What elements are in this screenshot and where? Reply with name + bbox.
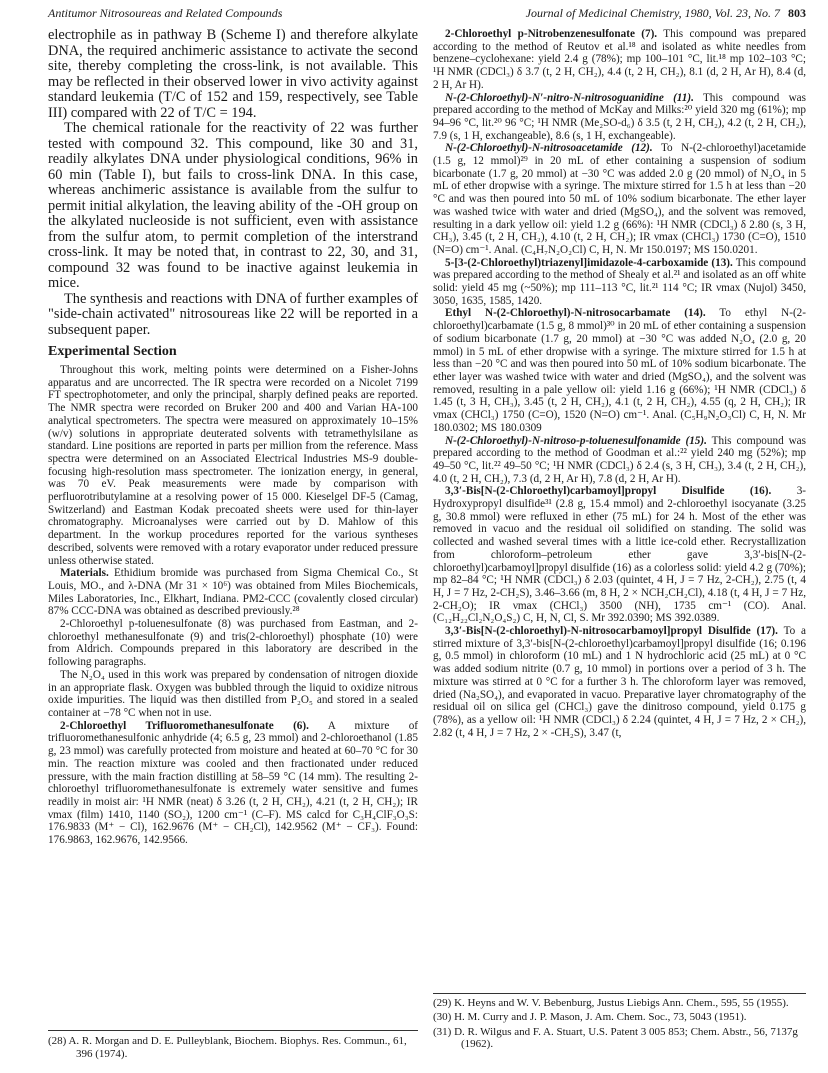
compound-6-heading: 2-Chloroethyl Trifluoromethanesulfonate (6). [60, 719, 309, 732]
compound-15-paragraph [433, 435, 806, 486]
footnotes-left [48, 1030, 418, 1062]
compound-11-text: This compound was prepared according to the method of McKay and Milks:²⁰ yield 320 mg (61%); mp 94–96 °C, lit.²⁰ 96 °C; ¹H NMR (Me₂SO-d₆) δ 3.5 (t, 2 H, CH₂), 4.2 (t, 2 H, CH₂), 7.9 (s, 1 H, exchangeable), 8.6 (s, 1 H, exchangeable). [433, 91, 806, 142]
footnote-31: (31) D. R. Wilgus and F. A. Stuart, U.S. Patent 3 005 853; Chem. Abstr., 56, 7137g (1962). [433, 1025, 798, 1050]
compound-13-text: This compound was prepared according to the method of Shealy et al.²¹ and isolated as an off white solid: yield 45 mg (~50%); mp 111–113 °C, lit.²¹ 114 °C; IR νmax (Nujol) 3450, 3050, 1635, 1585, 1420. [433, 256, 806, 307]
left-column [48, 28, 418, 847]
compound-14-paragraph [433, 307, 806, 434]
compound-16-heading: 3,3′-Bis[N-(2-Chloroethyl)carbamoyl]propyl Disulfide (16). [445, 485, 772, 498]
materials-text: Ethidium bromide was purchased from Sigma Chemical Co., St Louis, MO., and λ-DNA (Mr 31 × 10⁶) was obtained from Miles Biochemicals, Miles Laboratories, Inc., Elkhart, Indiana. PM2-CCC (covalently closed circular) 87% CCC-DNA was obtained as described previously.²⁸ [48, 567, 418, 618]
compound-7-heading: 2-Chloroethyl p-Nitrobenzenesulfonate (7). [445, 28, 658, 40]
footnote-29: (29) K. Heyns and W. V. Bebenburg, Justus Liebigs Ann. Chem., 595, 55 (1955). [433, 997, 789, 1009]
materials-paragraph [48, 567, 418, 618]
compound-16-text: 3-Hydroxypropyl disulfide³¹ (2.8 g, 15.4 mmol) and 2-chloroethyl isocyanate (3.25 g, 30.8 mmol) were refluxed in ether (75 mL) for 24 h. Most of the ether was removed in vacuo and the residual oil solidified on standing. The solid was collected and washed several times with a little ice-cold ether. Recrystallization from chloroform–petroleum ether gave 3,3′-bis[N-(2-chloroethyl)carbamoyl]propyl disulfide (16) as a colorless solid: yield 4.2 g (70%); mp 82–84 °C; ¹H NMR (CDCl₃) δ 2.03 (quintet, 4 H, J = 7 Hz, 2-CH₂), 2.75 (t, 4 H, J = 7 Hz, 2-CH₂S), 3.46–3.66 (m, 8 H, 2 × NCH₂CH₂Cl), 4.18 (t, 4 H, J = 7 Hz, 2-CH₂O); IR νmax (CHCl₃) 3500 (NH), 1735 cm⁻¹ (CO). Anal. (C₁₂H₂₂Cl₂N₂O₄S₂) C, H, N, Cl, S. Mr 392.0390; MS 392.0389. [433, 485, 807, 625]
compound-11-heading: N-(2-Chloroethyl)-N′-nitro-N-nitrosoguanidine (11). [445, 91, 694, 104]
section-heading: Experimental Section [48, 344, 177, 359]
experimental-paragraph: The N₂O₄ used in this work was prepared by condensation of nitrogen dioxide in an appropriate flask. Oxygen was bubbled through the liquid to oxidize nitrous oxide impurities. The liquid was then distilled from P₂O₅ and stored in a sealed container at −78 °C when not in use. [48, 668, 418, 719]
discussion-paragraph: electrophile as in pathway B (Scheme I) and therefore alkylate DNA, the required anchimeric assistance to activate the second site, thereby completing the cross-link, is not available. This may be reflected in their observed lower in vivo activity against standard leukemia (T/C of 152 and 159, respectively, see Table III) compared with 22 of T/C = 194. [48, 27, 418, 121]
compound-17-text: To a stirred mixture of 3,3′-bis[N-(2-chloroethyl)carbamoyl]propyl disulfide (16; 0.196 g, 0.5 mmol) in chloroform (10 mL) and 1 N hydrochloric acid (25 mL) at 0 °C was added sodium nitrite (0.7 g, 10 mmol) in portions over a period of 3 h. The mixture was stirred at 0 °C for a further 3 h. The chloroform layer was removed, dried (Na₂SO₄), and evaporated in vacuo. Preparative layer chromatography of the residual oil on silica gel (CHCl₃) gave the dinitroso compound, yield 0.175 g (78%), as a yellow oil: ¹H NMR (CDCl₃) δ 2.24 (quintet, 4 H, J = 7 Hz, 2 × CH₂), 2.82 (t, 4 H, J = 7 Hz, 2 × -CH₂S), 3.47 (t, [433, 625, 806, 739]
compound-11-paragraph [433, 92, 806, 143]
compound-13-paragraph [433, 257, 806, 308]
header-title: Antitumor Nitrosoureas and Related Compounds [48, 6, 283, 20]
discussion-paragraph: The chemical rationale for the reactivity of 22 was further tested with compound 32. This compound, like 30 and 31, readily alkylates DNA under physiological conditions, 96% in 60 min (Table I), but fails to cross-link DNA. In this case, whereas anchimeric assistance is available from the sulfur to permit initial alkylation, the leaving ability of the -OH group on the alkylated nucleoside is not sufficient, even with assistance from the sulfur atom, to permit completion of the interstrand cross-link. It may be noted that, in contrast to 22, 30, and 31, compound 32 was found to be inactive against leukemia in mice. [48, 120, 418, 291]
compound-17-heading: 3,3′-Bis[N-(2-chloroethyl)-N-nitrosocarbamoyl]propyl Disulfide (17). [445, 625, 778, 638]
compound-16-paragraph [433, 485, 806, 625]
header-journal-citation: Journal of Medicinal Chemistry, 1980, Vol. 23, No. 7 [525, 6, 780, 20]
compound-15-text: This compound was prepared according to the method of Goodman et al.:²² yield 240 mg (52%); mp 49–50 °C, lit.²² 49–50 °C; ¹H NMR (CDCl₃) δ 2.4 (s, 3 H, CH₃), 3.4 (t, 2 H, CH₂), 4.0 (t, 2 H, CH₂), 7.3 (d, 2 H, Ar H), 7.8 (d, 2 H, Ar H). [433, 434, 806, 485]
compound-12-text: To N-(2-chloroethyl)acetamide (1.5 g, 12 mmol)²⁹ in 20 mL of ether containing a suspension of sodium bicarbonate (1.7 g, 20 mmol) at −30 °C was added 2.0 g (20 mmol) of N₂O₄ in 5 mL of ether dropwise with a syringe. The mixture stirred for 1.5 h at less than −20 °C and was then poured into 50 mL of 10% sodium bicarbonate. The ether layer was washed twice with water and dried (MgSO₄), and the solvent was removed, resulting in a dark yellow oil: yield 1.2 g (66%): ¹H NMR (CDCl₃) δ 2.80 (s, 3 H, CH₃), 3.45 (t, 2 H, CH₂), 4.10 (t, 2 H, CH₂); IR νmax (CHCl₃) 1730 (C=O), 1510 (N=O) cm⁻¹. Anal. (C₄H₇N₂O₂Cl) C, H, N. Mr 150.0197; MS 150.0201. [433, 142, 806, 256]
compound-12-heading: N-(2-Chloroethyl)-N-nitrosoacetamide (12). [445, 142, 653, 155]
compound-14-heading: Ethyl N-(2-Chloroethyl)-N-nitrosocarbamate (14). [445, 307, 706, 320]
compound-17-paragraph [433, 625, 806, 739]
page-number: 803 [788, 6, 806, 20]
materials-heading: Materials. [60, 567, 109, 580]
compound-6-paragraph [48, 720, 418, 847]
footnote-30: (30) H. M. Curry and J. P. Mason, J. Am. Chem. Soc., 73, 5043 (1951). [433, 1011, 747, 1024]
header-journal [526, 6, 806, 21]
compound-7-paragraph [433, 28, 806, 92]
compound-6-text: A mixture of trifluoromethanesulfonic anhydride (4; 6.5 g, 23 mmol) and 2-chloroethanol (1.85 g, 23 mmol) was carefully protected from moisture and heated at 60–70 °C for 30 min. The reaction mixture was cooled and then fractionated under reduced pressure, with the main fraction distilling at 58–59 °C (14 mm). The resulting 2-chloroethyl trifluoromethanesulfonate is extremely water sensitive and fumes readily in moist air: ¹H NMR (neat) δ 3.26 (t, 2 H, CH₂), 4.21 (t, 2 H, CH₂); IR νmax (film) 1410, 1140 (SO₂), 1200 cm⁻¹ (C–F). MS calcd for C₃H₄ClF₃O₃S: 176.9833 (M⁺ − Cl), 162.9676 (M⁺ − CH₂Cl), 142.9562 (M⁺ − CF₃). Found: 176.9863, 162.9676, 142.9566. [48, 719, 419, 847]
discussion-paragraph: The synthesis and reactions with DNA of further examples of "side-chain activated" nitrosoureas like 22 will be reported in a subsequent paper. [48, 290, 418, 338]
compound-7-text: This compound was prepared according to the method of Reutov et al.¹⁸ and isolated as white needles from benzene–cyclohexane: yield 2.4 g (78%); mp 100–101 °C, lit.¹⁸ mp 102–103 °C; ¹H NMR (CDCl₃) δ 3.7 (t, 2 H, CH₂), 4.4 (t, 2 H, CH₂), 8.1 (d, 2 H, Ar H), 8.4 (d, 2 H, Ar H). [433, 28, 806, 91]
experimental-paragraph: 2-Chloroethyl p-toluenesulfonate (8) was purchased from Eastman, and 2-chloroethyl methanesulfonate (9) and tris(2-chloroethyl) phosphate (10) were from Aldrich. Compounds prepared in this laboratory are described in the following paragraphs. [48, 618, 418, 669]
experimental-text [48, 364, 418, 847]
footnotes-right [433, 993, 806, 1052]
compound-12-paragraph [433, 142, 806, 256]
right-column [433, 28, 806, 739]
compound-13-heading: 5-[3-(2-Chloroethyl)triazenyl]imidazole-4-carboxamide (13). [445, 256, 733, 269]
running-header [48, 6, 806, 24]
discussion-text [48, 28, 418, 338]
experimental-paragraph: Throughout this work, melting points were determined on a Fisher-Johns apparatus and are uncorrected. The IR spectra were recorded on a Nicolet 7199 FT spectrophotometer, and only the principal, sharply defined peaks are reported. The NMR spectra were recorded on Bruker 200 and 400 and Varian HA-100 analytical spectrometers. The spectra were measured on approximately 10–15% (w/v) solutions in appropriate deuterated solvents with tetramethylsilane as standard. Line positions are reported in parts per million from the reference. Mass spectra were determined on an Associated Electrical Industries MS-9 double-focusing high-resolution mass spectrometer. The ionization energy, in general, was 70 eV. Peak measurements were made by comparison with perfluorotributylamine at a resolving power of 15 000. Kieselgel DF-5 (Camag, Switzerland) and Eastman Kodak precoated sheets were used for thin-layer chromatography. Microanalyses were carried out by D. Mahlow of this department. In the workup procedures reported for the various syntheses described, solvents were removed with a rotary evaporator under reduced pressure unless otherwise stated. [48, 364, 418, 567]
compound-15-heading: N-(2-Chloroethyl)-N-nitroso-p-toluenesulfonamide (15). [445, 434, 707, 447]
footnote-28: (28) A. R. Morgan and D. E. Pulleyblank, Biochem. Biophys. Res. Commun., 61, 396 (1974). [48, 1035, 407, 1060]
compound-14-text: To ethyl N-(2-chloroethyl)carbamate (1.5 g, 8 mmol)³⁰ in 20 mL of ether containing a suspension of sodium bicarbonate (1.7 g, 20 mmol) at −30 °C was added N₂O₄ (2.0 g, 20 mmol) in 5 mL of ether dropwise with a syringe. The mixture stirred for 1.5 h at less than −20 °C and was then poured into 50 mL of 10% sodium bicarbonate. The ether layer was washed twice with water and dried (MgSO₄), and the solvent was removed, resulting in a pale yellow oil: yield 1.16 g (66%); ¹H NMR (CDCl₃) δ 1.45 (t, 3 H, CH₃), 3.45 (t, 2 H, CH₂), 4.1 (t, 2 H, CH₂), 4.55 (q, 2 H, CH₂); IR νmax (CHCl₃) 1750 (C=O), 1520 (N=O) cm⁻¹. Anal. (C₅H₉N₂O₃Cl) C, H, N. Mr 180.0302; MS 180.0309 [433, 307, 806, 434]
